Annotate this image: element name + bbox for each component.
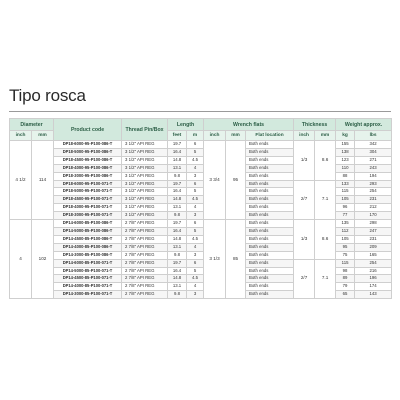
cell-length-m: 4 xyxy=(187,243,204,251)
cell-length-m: 6 xyxy=(187,220,204,228)
cell-weight-kg: 105 xyxy=(336,196,355,204)
cell-length-feet: 14.8 xyxy=(168,156,187,164)
cell-wrench-inch: 3 1/3 xyxy=(204,220,226,299)
cell-weight-kg: 115 xyxy=(336,259,355,267)
table-row xyxy=(10,141,392,149)
cell-weight-lbs: 304 xyxy=(355,148,392,156)
cell-weight-lbs: 231 xyxy=(355,235,392,243)
cell-product-code: DP18-4000-95-P100-071-T xyxy=(54,204,122,212)
cell-length-feet: 19.7 xyxy=(168,220,187,228)
cell-length-feet: 14.8 xyxy=(168,235,187,243)
cell-length-feet: 9.8 xyxy=(168,251,187,259)
cell-diameter-inch: 4 xyxy=(10,220,32,299)
cell-length-feet: 9.8 xyxy=(168,291,187,299)
cell-thread: 3 1/2" API REG xyxy=(122,164,168,172)
subheader-weight-kg: kg xyxy=(336,131,355,141)
cell-weight-lbs: 165 xyxy=(355,251,392,259)
cell-wrench-mm: 95 xyxy=(226,141,246,220)
subheader-flat-location: Flat location xyxy=(246,131,294,141)
cell-product-code: DP18-5000-95-P100-086-T xyxy=(54,148,122,156)
cell-product-code: DP14-5000-85-P100-086-T xyxy=(54,227,122,235)
cell-weight-lbs: 293 xyxy=(355,180,392,188)
cell-product-code: DP18-4000-95-P100-086-T xyxy=(54,164,122,172)
cell-length-m: 5 xyxy=(187,148,204,156)
cell-length-feet: 14.8 xyxy=(168,275,187,283)
cell-weight-kg: 98 xyxy=(336,267,355,275)
cell-thickness-mm: 7.1 xyxy=(315,180,336,220)
cell-weight-kg: 77 xyxy=(336,212,355,220)
cell-length-feet: 16.4 xyxy=(168,148,187,156)
cell-length-m: 4.5 xyxy=(187,196,204,204)
subheader-diameter-mm: mm xyxy=(32,131,54,141)
cell-flat-location: Both ends xyxy=(246,148,294,156)
cell-wrench-inch: 3 3/4 xyxy=(204,141,226,220)
cell-length-m: 3 xyxy=(187,172,204,180)
cell-weight-lbs: 216 xyxy=(355,267,392,275)
cell-length-feet: 16.4 xyxy=(168,227,187,235)
table-row xyxy=(10,220,392,228)
cell-product-code: DP18-5000-95-P100-071-T xyxy=(54,188,122,196)
cell-length-m: 4.5 xyxy=(187,235,204,243)
cell-product-code: DP14-4500-85-P100-071-T xyxy=(54,275,122,283)
cell-length-feet: 13.1 xyxy=(168,283,187,291)
cell-flat-location: Both ends xyxy=(246,259,294,267)
cell-weight-lbs: 342 xyxy=(355,141,392,149)
cell-thickness-inch: 2/7 xyxy=(294,259,315,299)
cell-flat-location: Both ends xyxy=(246,164,294,172)
cell-product-code: DP14-3000-85-P100-071-T xyxy=(54,291,122,299)
cell-weight-lbs: 194 xyxy=(355,172,392,180)
cell-length-m: 6 xyxy=(187,180,204,188)
cell-weight-kg: 138 xyxy=(336,148,355,156)
cell-product-code: DP14-4000-85-P100-086-T xyxy=(54,243,122,251)
cell-length-feet: 13.1 xyxy=(168,164,187,172)
cell-product-code: DP14-4000-85-P100-071-T xyxy=(54,283,122,291)
cell-flat-location: Both ends xyxy=(246,251,294,259)
cell-diameter-mm: 102 xyxy=(32,220,54,299)
cell-flat-location: Both ends xyxy=(246,212,294,220)
cell-weight-kg: 133 xyxy=(336,180,355,188)
cell-thread: 2 7/8" API REG xyxy=(122,275,168,283)
cell-thread: 2 7/8" API REG xyxy=(122,227,168,235)
cell-product-code: DP18-6000-95-P100-086-T xyxy=(54,141,122,149)
cell-weight-kg: 88 xyxy=(336,172,355,180)
cell-thread: 3 1/2" API REG xyxy=(122,180,168,188)
cell-flat-location: Both ends xyxy=(246,275,294,283)
cell-thickness-mm: 8.6 xyxy=(315,220,336,260)
cell-weight-lbs: 298 xyxy=(355,220,392,228)
subheader-thickness-mm: mm xyxy=(315,131,336,141)
cell-flat-location: Both ends xyxy=(246,267,294,275)
header-product-code: Product code xyxy=(54,119,122,141)
cell-product-code: DP14-6000-85-P100-086-T xyxy=(54,220,122,228)
cell-length-feet: 16.4 xyxy=(168,188,187,196)
cell-product-code: DP18-4500-95-P100-086-T xyxy=(54,156,122,164)
table-header xyxy=(10,119,392,141)
cell-thickness-inch: 1/3 xyxy=(294,220,315,260)
cell-thread: 2 7/8" API REG xyxy=(122,291,168,299)
subheader-thickness-inch: inch xyxy=(294,131,315,141)
cell-wrench-mm: 85 xyxy=(226,220,246,299)
subheader-wrench-mm: mm xyxy=(226,131,246,141)
cell-weight-lbs: 209 xyxy=(355,243,392,251)
cell-length-feet: 16.4 xyxy=(168,267,187,275)
cell-flat-location: Both ends xyxy=(246,291,294,299)
cell-weight-lbs: 212 xyxy=(355,204,392,212)
header-thread: Thread Pin/Box xyxy=(122,119,168,141)
header-length: Length xyxy=(168,119,204,131)
cell-flat-location: Both ends xyxy=(246,243,294,251)
subheader-weight-lbs: lbs xyxy=(355,131,392,141)
cell-weight-kg: 95 xyxy=(336,243,355,251)
cell-thread: 2 7/8" API REG xyxy=(122,243,168,251)
cell-length-m: 6 xyxy=(187,141,204,149)
cell-weight-kg: 135 xyxy=(336,220,355,228)
cell-flat-location: Both ends xyxy=(246,180,294,188)
cell-thread: 3 1/2" API REG xyxy=(122,156,168,164)
cell-flat-location: Both ends xyxy=(246,235,294,243)
table-row xyxy=(10,259,392,267)
cell-thread: 2 7/8" API REG xyxy=(122,251,168,259)
header-weight: Weight approx. xyxy=(336,119,392,131)
cell-thread: 3 1/2" API REG xyxy=(122,188,168,196)
cell-flat-location: Both ends xyxy=(246,227,294,235)
page-title: Tipo rosca xyxy=(9,86,86,105)
cell-flat-location: Both ends xyxy=(246,188,294,196)
cell-weight-kg: 115 xyxy=(336,188,355,196)
cell-thread: 2 7/8" API REG xyxy=(122,220,168,228)
subheader-length-m: m xyxy=(187,131,204,141)
title-divider xyxy=(9,111,391,112)
cell-thread: 2 7/8" API REG xyxy=(122,267,168,275)
cell-flat-location: Both ends xyxy=(246,141,294,149)
cell-weight-lbs: 247 xyxy=(355,227,392,235)
cell-weight-kg: 105 xyxy=(336,235,355,243)
cell-length-m: 6 xyxy=(187,259,204,267)
cell-weight-kg: 123 xyxy=(336,156,355,164)
cell-weight-lbs: 243 xyxy=(355,164,392,172)
cell-thickness-inch: 2/7 xyxy=(294,180,315,220)
cell-length-feet: 19.7 xyxy=(168,141,187,149)
cell-weight-kg: 155 xyxy=(336,141,355,149)
cell-product-code: DP18-3000-95-P100-086-T xyxy=(54,172,122,180)
cell-thread: 3 1/2" API REG xyxy=(122,141,168,149)
cell-diameter-mm: 114 xyxy=(32,141,54,220)
cell-thickness-mm: 8.6 xyxy=(315,141,336,181)
cell-thread: 2 7/8" API REG xyxy=(122,259,168,267)
cell-weight-kg: 75 xyxy=(336,251,355,259)
cell-length-m: 3 xyxy=(187,212,204,220)
cell-weight-lbs: 254 xyxy=(355,259,392,267)
cell-length-m: 4.5 xyxy=(187,275,204,283)
cell-weight-kg: 110 xyxy=(336,164,355,172)
cell-weight-lbs: 170 xyxy=(355,212,392,220)
cell-weight-kg: 112 xyxy=(336,227,355,235)
cell-weight-kg: 96 xyxy=(336,204,355,212)
table-row xyxy=(10,180,392,188)
cell-length-m: 4 xyxy=(187,204,204,212)
cell-thread: 2 7/8" API REG xyxy=(122,235,168,243)
cell-weight-lbs: 174 xyxy=(355,283,392,291)
cell-flat-location: Both ends xyxy=(246,283,294,291)
header-thickness: Thickness xyxy=(294,119,336,131)
cell-length-m: 3 xyxy=(187,251,204,259)
cell-weight-kg: 65 xyxy=(336,291,355,299)
cell-length-m: 4.5 xyxy=(187,156,204,164)
subheader-wrench-inch: inch xyxy=(204,131,226,141)
cell-flat-location: Both ends xyxy=(246,220,294,228)
cell-length-m: 3 xyxy=(187,291,204,299)
header-wrench-flats: Wrench flats xyxy=(204,119,294,131)
cell-length-m: 4 xyxy=(187,164,204,172)
cell-weight-lbs: 254 xyxy=(355,188,392,196)
cell-thread: 3 1/2" API REG xyxy=(122,148,168,156)
cell-weight-lbs: 196 xyxy=(355,275,392,283)
cell-thread: 3 1/2" API REG xyxy=(122,204,168,212)
cell-product-code: DP18-6000-95-P100-071-T xyxy=(54,180,122,188)
table-body xyxy=(10,141,392,299)
product-spec-table xyxy=(9,118,392,299)
cell-product-code: DP14-3000-85-P100-086-T xyxy=(54,251,122,259)
cell-length-m: 5 xyxy=(187,227,204,235)
cell-product-code: DP14-4500-85-P100-086-T xyxy=(54,235,122,243)
cell-product-code: DP14-5000-85-P100-071-T xyxy=(54,267,122,275)
cell-flat-location: Both ends xyxy=(246,172,294,180)
cell-product-code: DP18-3000-95-P100-071-T xyxy=(54,212,122,220)
cell-weight-lbs: 143 xyxy=(355,291,392,299)
cell-length-feet: 9.8 xyxy=(168,212,187,220)
cell-length-m: 5 xyxy=(187,188,204,196)
cell-length-feet: 14.8 xyxy=(168,196,187,204)
cell-thread: 3 1/2" API REG xyxy=(122,212,168,220)
cell-weight-kg: 79 xyxy=(336,283,355,291)
cell-length-m: 5 xyxy=(187,267,204,275)
cell-length-feet: 13.1 xyxy=(168,204,187,212)
cell-length-feet: 13.1 xyxy=(168,243,187,251)
cell-product-code: DP18-4500-95-P100-071-T xyxy=(54,196,122,204)
cell-length-feet: 19.7 xyxy=(168,259,187,267)
subheader-diameter-inch: inch xyxy=(10,131,32,141)
header-diameter: Diameter xyxy=(10,119,54,131)
cell-weight-lbs: 271 xyxy=(355,156,392,164)
cell-length-feet: 19.7 xyxy=(168,180,187,188)
cell-product-code: DP14-6000-85-P100-071-T xyxy=(54,259,122,267)
subheader-length-feet: feet xyxy=(168,131,187,141)
cell-diameter-inch: 4 1/2 xyxy=(10,141,32,220)
cell-thickness-inch: 1/3 xyxy=(294,141,315,181)
cell-length-m: 4 xyxy=(187,283,204,291)
cell-thread: 3 1/2" API REG xyxy=(122,196,168,204)
cell-length-feet: 9.8 xyxy=(168,172,187,180)
cell-weight-lbs: 231 xyxy=(355,196,392,204)
cell-flat-location: Both ends xyxy=(246,196,294,204)
cell-thread: 3 1/2" API REG xyxy=(122,172,168,180)
cell-thread: 2 7/8" API REG xyxy=(122,283,168,291)
cell-weight-kg: 89 xyxy=(336,275,355,283)
cell-flat-location: Both ends xyxy=(246,204,294,212)
cell-flat-location: Both ends xyxy=(246,156,294,164)
cell-thickness-mm: 7.1 xyxy=(315,259,336,299)
